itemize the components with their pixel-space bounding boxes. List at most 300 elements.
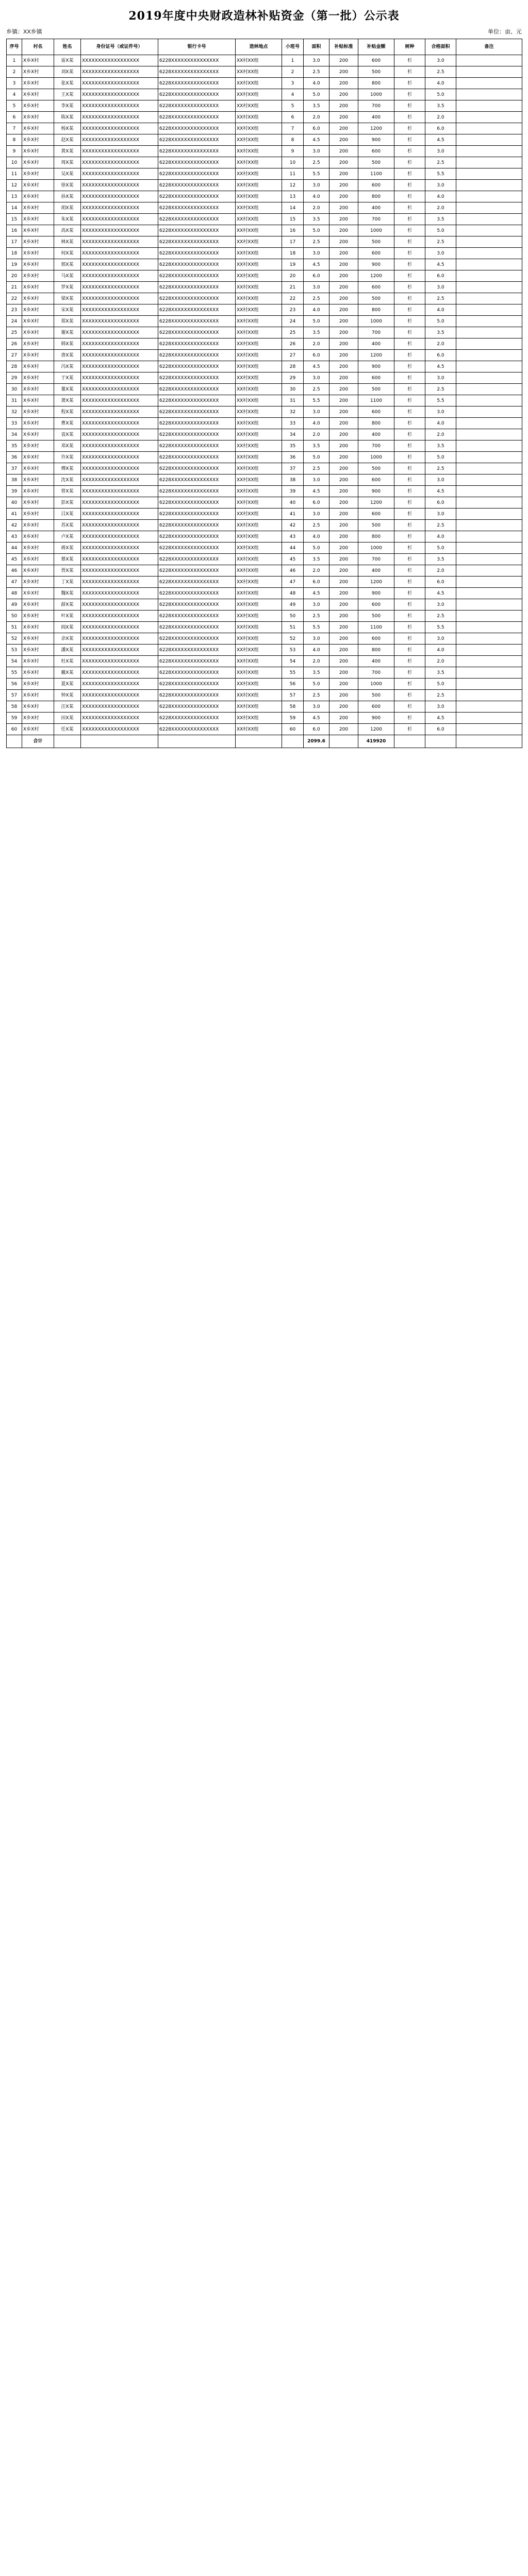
cell-plot: 54 <box>282 656 304 667</box>
cell-plot: 40 <box>282 497 304 509</box>
cell-amount: 700 <box>358 327 394 338</box>
cell-name: 刘X某 <box>54 66 81 78</box>
total-label: 合计 <box>22 735 54 748</box>
cell-name: 叶X某 <box>54 611 81 622</box>
cell-village: X乡X村 <box>22 486 54 497</box>
cell-card: 6228XXXXXXXXXXXXXXX <box>158 112 236 123</box>
cell-name: 李X某 <box>54 100 81 112</box>
cell-note <box>456 66 522 78</box>
cell-plot: 47 <box>282 577 304 588</box>
cell-id: XXXXXXXXXXXXXXXXXX <box>81 599 158 611</box>
cell-ok: 2.0 <box>425 565 456 577</box>
cell-note <box>456 463 522 474</box>
cell-tree: 杉 <box>394 701 425 713</box>
cell-place: XX村XX组 <box>236 202 282 214</box>
table-row <box>7 474 522 486</box>
cell-village: X乡X村 <box>22 123 54 134</box>
cell-tree: 杉 <box>394 452 425 463</box>
cell-place: XX村XX组 <box>236 520 282 531</box>
cell-std: 200 <box>329 418 358 429</box>
cell-note <box>456 157 522 168</box>
total-cell <box>394 735 425 748</box>
total-row <box>7 735 522 748</box>
cell-id: XXXXXXXXXXXXXXXXXX <box>81 497 158 509</box>
cell-name: 许X某 <box>54 452 81 463</box>
table-row <box>7 611 522 622</box>
cell-id: XXXXXXXXXXXXXXXXXX <box>81 361 158 372</box>
cell-id: XXXXXXXXXXXXXXXXXX <box>81 270 158 282</box>
cell-ok: 2.5 <box>425 611 456 622</box>
cell-ok: 6.0 <box>425 497 456 509</box>
cell-plot: 14 <box>282 202 304 214</box>
cell-name: 任X某 <box>54 724 81 735</box>
cell-no: 9 <box>7 146 22 157</box>
cell-std: 200 <box>329 611 358 622</box>
cell-std: 200 <box>329 701 358 713</box>
cell-plot: 45 <box>282 554 304 565</box>
table-row <box>7 202 522 214</box>
table-row <box>7 463 522 474</box>
cell-no: 26 <box>7 338 22 350</box>
cell-ok: 2.5 <box>425 520 456 531</box>
cell-amount: 600 <box>358 372 394 384</box>
cell-no: 36 <box>7 452 22 463</box>
cell-no: 1 <box>7 55 22 66</box>
cell-village: X乡X村 <box>22 372 54 384</box>
cell-area: 6.0 <box>304 577 329 588</box>
cell-village: X乡X村 <box>22 395 54 406</box>
document-meta <box>0 26 528 39</box>
table-row <box>7 225 522 236</box>
column-header: 小班号 <box>282 39 304 55</box>
cell-no: 38 <box>7 474 22 486</box>
cell-tree: 杉 <box>394 123 425 134</box>
table-row <box>7 100 522 112</box>
cell-place: XX村XX组 <box>236 225 282 236</box>
cell-std: 200 <box>329 123 358 134</box>
table-row <box>7 350 522 361</box>
cell-village: X乡X村 <box>22 202 54 214</box>
cell-name: 邓X某 <box>54 440 81 452</box>
cell-name: 唐X某 <box>54 350 81 361</box>
cell-area: 2.0 <box>304 338 329 350</box>
cell-name: 吕X某 <box>54 509 81 520</box>
cell-ok: 4.0 <box>425 78 456 89</box>
cell-std: 200 <box>329 293 358 304</box>
cell-amount: 700 <box>358 554 394 565</box>
cell-note <box>456 236 522 248</box>
cell-area: 4.5 <box>304 259 329 270</box>
cell-name: 陈X某 <box>54 112 81 123</box>
cell-village: X乡X村 <box>22 225 54 236</box>
cell-no: 24 <box>7 316 22 327</box>
table-row <box>7 338 522 350</box>
cell-no: 25 <box>7 327 22 338</box>
cell-amount: 400 <box>358 112 394 123</box>
cell-name: 董X某 <box>54 384 81 395</box>
cell-note <box>456 633 522 645</box>
table-row <box>7 372 522 384</box>
cell-note <box>456 679 522 690</box>
cell-tree: 杉 <box>394 304 425 316</box>
cell-village: X乡X村 <box>22 293 54 304</box>
column-header: 序号 <box>7 39 22 55</box>
cell-tree: 杉 <box>394 66 425 78</box>
cell-no: 55 <box>7 667 22 679</box>
cell-place: XX村XX组 <box>236 656 282 667</box>
cell-note <box>456 543 522 554</box>
cell-village: X乡X村 <box>22 89 54 100</box>
cell-place: XX村XX组 <box>236 406 282 418</box>
cell-id: XXXXXXXXXXXXXXXXXX <box>81 418 158 429</box>
cell-plot: 8 <box>282 134 304 146</box>
cell-card: 6228XXXXXXXXXXXXXXX <box>158 429 236 440</box>
cell-name: 田X某 <box>54 713 81 724</box>
cell-ok: 2.0 <box>425 112 456 123</box>
cell-card: 6228XXXXXXXXXXXXXXX <box>158 577 236 588</box>
cell-place: XX村XX组 <box>236 577 282 588</box>
cell-std: 200 <box>329 543 358 554</box>
cell-place: XX村XX组 <box>236 633 282 645</box>
cell-village: X乡X村 <box>22 78 54 89</box>
cell-plot: 44 <box>282 543 304 554</box>
cell-card: 6228XXXXXXXXXXXXXXX <box>158 440 236 452</box>
cell-place: XX村XX组 <box>236 588 282 599</box>
cell-plot: 57 <box>282 690 304 701</box>
cell-place: XX村XX组 <box>236 259 282 270</box>
cell-area: 2.5 <box>304 463 329 474</box>
cell-note <box>456 123 522 134</box>
table-row <box>7 418 522 429</box>
table-row <box>7 66 522 78</box>
cell-ok: 5.0 <box>425 225 456 236</box>
cell-area: 3.0 <box>304 372 329 384</box>
cell-card: 6228XXXXXXXXXXXXXXX <box>158 543 236 554</box>
cell-plot: 34 <box>282 429 304 440</box>
cell-no: 46 <box>7 565 22 577</box>
cell-tree: 杉 <box>394 395 425 406</box>
cell-area: 6.0 <box>304 350 329 361</box>
cell-card: 6228XXXXXXXXXXXXXXX <box>158 66 236 78</box>
cell-area: 3.5 <box>304 667 329 679</box>
cell-tree: 杉 <box>394 214 425 225</box>
cell-std: 200 <box>329 78 358 89</box>
cell-ok: 5.0 <box>425 543 456 554</box>
cell-ok: 6.0 <box>425 724 456 735</box>
cell-card: 6228XXXXXXXXXXXXXXX <box>158 611 236 622</box>
cell-amount: 600 <box>358 248 394 259</box>
total-cell <box>81 735 158 748</box>
cell-place: XX村XX组 <box>236 112 282 123</box>
cell-id: XXXXXXXXXXXXXXXXXX <box>81 78 158 89</box>
cell-ok: 2.0 <box>425 429 456 440</box>
cell-card: 6228XXXXXXXXXXXXXXX <box>158 259 236 270</box>
cell-tree: 杉 <box>394 622 425 633</box>
cell-area: 2.5 <box>304 293 329 304</box>
cell-amount: 500 <box>358 236 394 248</box>
cell-amount: 400 <box>358 202 394 214</box>
cell-plot: 39 <box>282 486 304 497</box>
cell-card: 6228XXXXXXXXXXXXXXX <box>158 554 236 565</box>
table-row <box>7 168 522 180</box>
cell-area: 3.0 <box>304 55 329 66</box>
table-row <box>7 316 522 327</box>
cell-card: 6228XXXXXXXXXXXXXXX <box>158 214 236 225</box>
cell-std: 200 <box>329 214 358 225</box>
table-header-row <box>7 39 522 55</box>
cell-place: XX村XX组 <box>236 361 282 372</box>
cell-plot: 19 <box>282 259 304 270</box>
cell-id: XXXXXXXXXXXXXXXXXX <box>81 100 158 112</box>
cell-no: 11 <box>7 168 22 180</box>
cell-no: 33 <box>7 418 22 429</box>
cell-place: XX村XX组 <box>236 679 282 690</box>
cell-tree: 杉 <box>394 202 425 214</box>
cell-amount: 1100 <box>358 168 394 180</box>
cell-plot: 3 <box>282 78 304 89</box>
cell-id: XXXXXXXXXXXXXXXXXX <box>81 588 158 599</box>
cell-area: 5.5 <box>304 395 329 406</box>
cell-ok: 2.5 <box>425 293 456 304</box>
cell-tree: 杉 <box>394 679 425 690</box>
cell-tree: 杉 <box>394 509 425 520</box>
cell-note <box>456 577 522 588</box>
table-row <box>7 531 522 543</box>
table-row <box>7 78 522 89</box>
cell-plot: 28 <box>282 361 304 372</box>
cell-place: XX村XX组 <box>236 123 282 134</box>
cell-amount: 800 <box>358 191 394 202</box>
cell-tree: 杉 <box>394 429 425 440</box>
cell-no: 3 <box>7 78 22 89</box>
cell-place: XX村XX组 <box>236 157 282 168</box>
cell-village: X乡X村 <box>22 55 54 66</box>
cell-ok: 3.5 <box>425 554 456 565</box>
cell-id: XXXXXXXXXXXXXXXXXX <box>81 633 158 645</box>
cell-note <box>456 509 522 520</box>
cell-ok: 6.0 <box>425 123 456 134</box>
cell-tree: 杉 <box>394 157 425 168</box>
table-row <box>7 282 522 293</box>
cell-id: XXXXXXXXXXXXXXXXXX <box>81 304 158 316</box>
cell-id: XXXXXXXXXXXXXXXXXX <box>81 452 158 463</box>
cell-no: 40 <box>7 497 22 509</box>
cell-id: XXXXXXXXXXXXXXXXXX <box>81 293 158 304</box>
cell-note <box>456 554 522 565</box>
cell-std: 200 <box>329 667 358 679</box>
cell-tree: 杉 <box>394 338 425 350</box>
cell-tree: 杉 <box>394 633 425 645</box>
cell-village: X乡X村 <box>22 259 54 270</box>
cell-std: 200 <box>329 565 358 577</box>
table-row <box>7 724 522 735</box>
cell-plot: 21 <box>282 282 304 293</box>
cell-place: XX村XX组 <box>236 66 282 78</box>
cell-place: XX村XX组 <box>236 78 282 89</box>
cell-area: 3.0 <box>304 599 329 611</box>
cell-plot: 32 <box>282 406 304 418</box>
cell-id: XXXXXXXXXXXXXXXXXX <box>81 554 158 565</box>
cell-ok: 2.0 <box>425 338 456 350</box>
cell-plot: 18 <box>282 248 304 259</box>
cell-tree: 杉 <box>394 486 425 497</box>
cell-plot: 55 <box>282 667 304 679</box>
cell-amount: 900 <box>358 134 394 146</box>
cell-note <box>456 304 522 316</box>
cell-tree: 杉 <box>394 168 425 180</box>
cell-tree: 杉 <box>394 350 425 361</box>
cell-tree: 杉 <box>394 146 425 157</box>
cell-tree: 杉 <box>394 554 425 565</box>
cell-id: XXXXXXXXXXXXXXXXXX <box>81 89 158 100</box>
cell-plot: 29 <box>282 372 304 384</box>
cell-card: 6228XXXXXXXXXXXXXXX <box>158 713 236 724</box>
cell-std: 200 <box>329 656 358 667</box>
cell-place: XX村XX组 <box>236 497 282 509</box>
cell-note <box>456 225 522 236</box>
total-cell <box>425 735 456 748</box>
cell-ok: 2.5 <box>425 690 456 701</box>
cell-card: 6228XXXXXXXXXXXXXXX <box>158 497 236 509</box>
column-header: 备注 <box>456 39 522 55</box>
cell-ok: 2.5 <box>425 236 456 248</box>
cell-std: 200 <box>329 112 358 123</box>
table-row <box>7 440 522 452</box>
cell-id: XXXXXXXXXXXXXXXXXX <box>81 157 158 168</box>
cell-ok: 4.5 <box>425 259 456 270</box>
total-cell <box>282 735 304 748</box>
table-row <box>7 452 522 463</box>
cell-tree: 杉 <box>394 282 425 293</box>
cell-id: XXXXXXXXXXXXXXXXXX <box>81 282 158 293</box>
cell-tree: 杉 <box>394 463 425 474</box>
cell-id: XXXXXXXXXXXXXXXXXX <box>81 667 158 679</box>
cell-std: 200 <box>329 577 358 588</box>
cell-note <box>456 270 522 282</box>
cell-tree: 杉 <box>394 656 425 667</box>
cell-card: 6228XXXXXXXXXXXXXXX <box>158 180 236 191</box>
table-row <box>7 599 522 611</box>
cell-tree: 杉 <box>394 372 425 384</box>
cell-std: 200 <box>329 440 358 452</box>
cell-amount: 1000 <box>358 225 394 236</box>
cell-area: 3.0 <box>304 180 329 191</box>
cell-card: 6228XXXXXXXXXXXXXXX <box>158 531 236 543</box>
cell-amount: 600 <box>358 282 394 293</box>
cell-place: XX村XX组 <box>236 440 282 452</box>
cell-place: XX村XX组 <box>236 168 282 180</box>
cell-area: 2.0 <box>304 112 329 123</box>
cell-village: X乡X村 <box>22 520 54 531</box>
cell-area: 3.0 <box>304 509 329 520</box>
cell-name: 冯X某 <box>54 361 81 372</box>
cell-card: 6228XXXXXXXXXXXXXXX <box>158 724 236 735</box>
cell-ok: 2.0 <box>425 656 456 667</box>
cell-amount: 700 <box>358 667 394 679</box>
table-row <box>7 304 522 316</box>
cell-name: 曾X某 <box>54 486 81 497</box>
cell-no: 58 <box>7 701 22 713</box>
cell-id: XXXXXXXXXXXXXXXXXX <box>81 701 158 713</box>
cell-village: X乡X村 <box>22 509 54 520</box>
cell-card: 6228XXXXXXXXXXXXXXX <box>158 327 236 338</box>
cell-note <box>456 372 522 384</box>
cell-amount: 400 <box>358 656 394 667</box>
cell-card: 6228XXXXXXXXXXXXXXX <box>158 463 236 474</box>
cell-id: XXXXXXXXXXXXXXXXXX <box>81 248 158 259</box>
cell-std: 200 <box>329 361 358 372</box>
cell-std: 200 <box>329 202 358 214</box>
cell-no: 30 <box>7 384 22 395</box>
cell-name: 杨X某 <box>54 123 81 134</box>
cell-note <box>456 645 522 656</box>
cell-village: X乡X村 <box>22 429 54 440</box>
table-row <box>7 270 522 282</box>
cell-note <box>456 531 522 543</box>
cell-plot: 35 <box>282 440 304 452</box>
cell-no: 14 <box>7 202 22 214</box>
cell-place: XX村XX组 <box>236 316 282 327</box>
cell-village: X乡X村 <box>22 611 54 622</box>
cell-note <box>456 316 522 327</box>
cell-card: 6228XXXXXXXXXXXXXXX <box>158 679 236 690</box>
cell-name: 高X某 <box>54 225 81 236</box>
cell-plot: 4 <box>282 89 304 100</box>
cell-note <box>456 214 522 225</box>
cell-plot: 27 <box>282 350 304 361</box>
cell-id: XXXXXXXXXXXXXXXXXX <box>81 214 158 225</box>
cell-amount: 500 <box>358 611 394 622</box>
cell-tree: 杉 <box>394 588 425 599</box>
cell-plot: 51 <box>282 622 304 633</box>
cell-note <box>456 293 522 304</box>
cell-std: 200 <box>329 327 358 338</box>
table-row <box>7 248 522 259</box>
cell-name: 周X某 <box>54 157 81 168</box>
cell-area: 3.0 <box>304 146 329 157</box>
cell-amount: 500 <box>358 690 394 701</box>
cell-tree: 杉 <box>394 78 425 89</box>
cell-std: 200 <box>329 531 358 543</box>
cell-amount: 700 <box>358 100 394 112</box>
cell-tree: 杉 <box>394 236 425 248</box>
cell-place: XX村XX组 <box>236 611 282 622</box>
cell-plot: 10 <box>282 157 304 168</box>
cell-amount: 900 <box>358 259 394 270</box>
cell-ok: 3.0 <box>425 509 456 520</box>
cell-std: 200 <box>329 452 358 463</box>
cell-village: X乡X村 <box>22 474 54 486</box>
cell-name: 朱X某 <box>54 214 81 225</box>
cell-tree: 杉 <box>394 497 425 509</box>
cell-tree: 杉 <box>394 565 425 577</box>
cell-std: 200 <box>329 66 358 78</box>
cell-ok: 2.5 <box>425 66 456 78</box>
cell-place: XX村XX组 <box>236 270 282 282</box>
cell-id: XXXXXXXXXXXXXXXXXX <box>81 622 158 633</box>
cell-place: XX村XX组 <box>236 418 282 429</box>
cell-amount: 1000 <box>358 316 394 327</box>
cell-area: 6.0 <box>304 724 329 735</box>
cell-note <box>456 690 522 701</box>
cell-name: 蒋X某 <box>54 543 81 554</box>
cell-tree: 杉 <box>394 418 425 429</box>
cell-note <box>456 259 522 270</box>
cell-no: 8 <box>7 134 22 146</box>
cell-id: XXXXXXXXXXXXXXXXXX <box>81 577 158 588</box>
total-area: 2099.6 <box>304 735 329 748</box>
cell-card: 6228XXXXXXXXXXXXXXX <box>158 78 236 89</box>
